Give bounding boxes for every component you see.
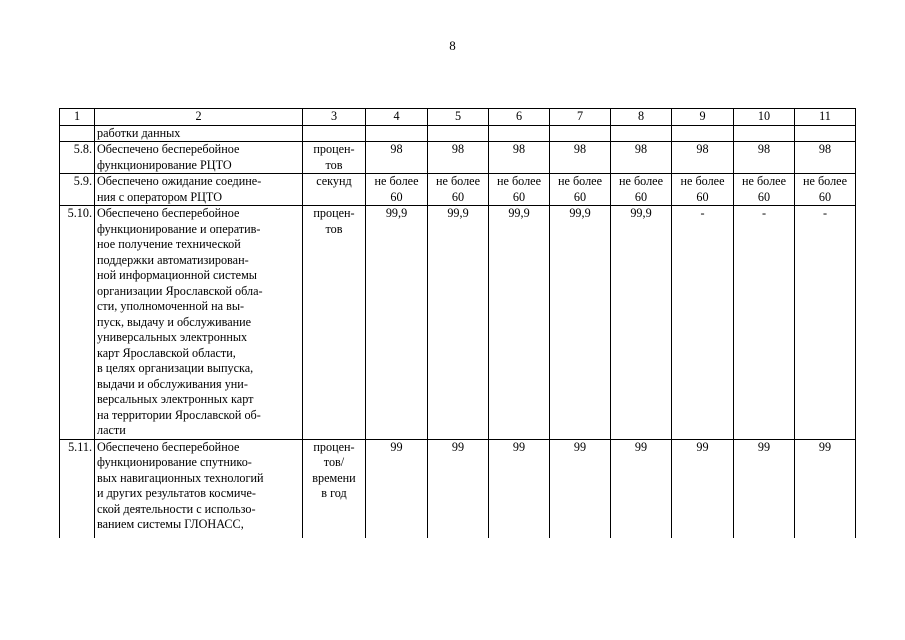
description-line: на территории Ярославской об- bbox=[97, 407, 261, 422]
description-line: в целях организации выпуска, bbox=[97, 361, 254, 375]
description-line: версальных электронных карт bbox=[97, 392, 254, 406]
column-header: 9 bbox=[672, 109, 734, 126]
indicator-value: - bbox=[672, 206, 734, 440]
unit-line: тов bbox=[325, 157, 343, 172]
table-row bbox=[60, 206, 856, 440]
indicator-value: 98 bbox=[428, 142, 489, 174]
indicator-value: не более 60 bbox=[489, 174, 550, 206]
indicator-value: 99 bbox=[550, 439, 611, 538]
page-number: 8 bbox=[449, 38, 456, 53]
indicator-value: не более 60 bbox=[550, 174, 611, 206]
unit-of-measure bbox=[303, 206, 366, 440]
indicator-value bbox=[672, 125, 734, 142]
unit-of-measure bbox=[303, 174, 366, 206]
indicator-value: не более 60 bbox=[795, 174, 856, 206]
indicator-value: 99 bbox=[795, 439, 856, 538]
description-line: Обеспечено бесперебойное bbox=[97, 439, 240, 454]
table-header-row bbox=[60, 109, 856, 126]
row-number: 5.9. bbox=[60, 174, 95, 206]
indicator-value: 98 bbox=[672, 142, 734, 174]
description-line: Обеспечено бесперебойное bbox=[97, 142, 240, 156]
indicator-value: 99,9 bbox=[428, 206, 489, 440]
indicator-value: 98 bbox=[795, 142, 856, 174]
column-header: 4 bbox=[366, 109, 428, 126]
unit-line: тов bbox=[325, 221, 343, 236]
column-header: 1 bbox=[60, 109, 95, 126]
row-number: 5.11. bbox=[60, 439, 95, 538]
indicator-value: 99 bbox=[489, 439, 550, 538]
unit-line: процен- bbox=[313, 206, 355, 220]
indicator-value: 99 bbox=[611, 439, 672, 538]
indicator-value: 99,9 bbox=[489, 206, 550, 440]
row-number bbox=[60, 125, 95, 142]
column-header: 5 bbox=[428, 109, 489, 126]
unit-line: процен- bbox=[313, 142, 355, 156]
indicator-value: 99,9 bbox=[611, 206, 672, 440]
row-number: 5.8. bbox=[60, 142, 95, 174]
indicator-value: 99 bbox=[428, 439, 489, 538]
unit-of-measure bbox=[303, 142, 366, 174]
table-row bbox=[60, 125, 856, 142]
description-line: вых навигационных технологий bbox=[97, 470, 264, 485]
indicator-value: 99,9 bbox=[550, 206, 611, 440]
column-header: 11 bbox=[795, 109, 856, 126]
table-row bbox=[60, 439, 856, 538]
description-line: функционирование и оператив- bbox=[97, 221, 261, 236]
unit-of-measure bbox=[303, 125, 366, 142]
description-line: поддержки автоматизирован- bbox=[97, 252, 249, 267]
indicators-table bbox=[59, 108, 856, 538]
table-row bbox=[60, 142, 856, 174]
column-header: 10 bbox=[734, 109, 795, 126]
indicator-value: 98 bbox=[734, 142, 795, 174]
description-line: ласти bbox=[97, 423, 126, 437]
indicator-description bbox=[95, 142, 303, 174]
description-line: ской деятельности с использо- bbox=[97, 501, 256, 516]
unit-line: процен- bbox=[313, 439, 355, 454]
indicator-value bbox=[795, 125, 856, 142]
indicator-value: не более 60 bbox=[734, 174, 795, 206]
description-line: Обеспечено ожидание соедине- bbox=[97, 174, 262, 188]
indicator-value: 99 bbox=[672, 439, 734, 538]
indicator-description bbox=[95, 439, 303, 538]
indicator-value: 98 bbox=[550, 142, 611, 174]
indicator-value: 98 bbox=[611, 142, 672, 174]
column-header: 7 bbox=[550, 109, 611, 126]
description-line: выдачи и обслуживания уни- bbox=[97, 376, 248, 391]
indicator-value bbox=[428, 125, 489, 142]
indicator-value: - bbox=[734, 206, 795, 440]
description-line: сти, уполномоченной на вы- bbox=[97, 299, 245, 313]
indicator-description bbox=[95, 125, 303, 142]
table-row bbox=[60, 174, 856, 206]
indicator-value: 98 bbox=[366, 142, 428, 174]
indicator-value bbox=[489, 125, 550, 142]
description-line: карт Ярославской области, bbox=[97, 345, 236, 360]
unit-line: времени bbox=[312, 470, 356, 485]
indicator-description bbox=[95, 206, 303, 440]
indicator-value bbox=[734, 125, 795, 142]
indicator-value: 99 bbox=[366, 439, 428, 538]
indicator-value bbox=[550, 125, 611, 142]
column-header: 3 bbox=[303, 109, 366, 126]
column-header: 2 bbox=[95, 109, 303, 126]
indicator-value: 99 bbox=[734, 439, 795, 538]
indicator-value: не более 60 bbox=[611, 174, 672, 206]
description-line: ния с оператором РЦТО bbox=[97, 189, 223, 204]
indicator-value: 98 bbox=[489, 142, 550, 174]
indicator-description bbox=[95, 174, 303, 206]
column-header: 8 bbox=[611, 109, 672, 126]
indicator-value: 99,9 bbox=[366, 206, 428, 440]
description-line: организации Ярославской обла- bbox=[97, 283, 263, 298]
unit-line: тов/ bbox=[323, 455, 345, 469]
description-line: пуск, выдачу и обслуживание bbox=[97, 314, 252, 329]
description-line: ванием системы ГЛОНАСС, bbox=[97, 517, 244, 531]
indicator-value: не более 60 bbox=[672, 174, 734, 206]
indicator-value: не более 60 bbox=[428, 174, 489, 206]
unit-line: в год bbox=[321, 486, 347, 500]
column-header: 6 bbox=[489, 109, 550, 126]
description-line: универсальных электронных bbox=[97, 330, 248, 344]
description-line: функционирование спутнико- bbox=[97, 455, 252, 469]
description-line: Обеспечено бесперебойное bbox=[97, 206, 240, 220]
description-line: и других результатов космиче- bbox=[97, 486, 256, 500]
row-number: 5.10. bbox=[60, 206, 95, 440]
description-line: работки данных bbox=[97, 125, 181, 140]
unit-of-measure bbox=[303, 439, 366, 538]
unit-line: секунд bbox=[316, 174, 352, 188]
description-line: функционирование РЦТО bbox=[97, 157, 232, 172]
indicator-value: - bbox=[795, 206, 856, 440]
indicator-value: не более 60 bbox=[366, 174, 428, 206]
indicator-value bbox=[366, 125, 428, 142]
description-line: ное получение технической bbox=[97, 237, 241, 251]
indicator-value bbox=[611, 125, 672, 142]
description-line: ной информационной системы bbox=[97, 268, 257, 282]
